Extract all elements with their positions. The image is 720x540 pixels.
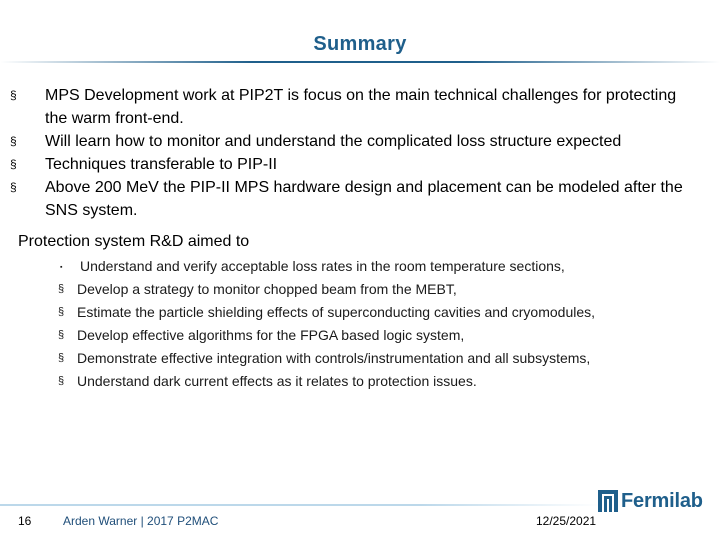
bullet-icon: § — [10, 134, 17, 148]
main-bullet-list — [0, 84, 720, 222]
bullet-icon: § — [10, 157, 17, 171]
title-divider — [0, 61, 720, 63]
fermilab-logo-icon — [598, 490, 618, 512]
list-item — [0, 370, 720, 393]
list-item — [0, 255, 720, 278]
bullet-icon: ▪ — [60, 264, 63, 271]
bullet-icon: § — [10, 88, 17, 102]
list-item — [0, 301, 720, 324]
bullet-icon: § — [58, 283, 65, 295]
bullet-text: Will learn how to monitor and understand the complicated loss structure expected — [45, 133, 622, 150]
lead-text: Protection system R&D aimed to — [18, 233, 250, 250]
bullet-text: Above 200 MeV the PIP-II MPS hardware design and placement can be modeled after the SNS system. — [45, 179, 683, 219]
list-item — [0, 324, 720, 347]
list-item — [0, 278, 720, 301]
list-item — [0, 347, 720, 370]
footer-date: 12/25/2021 — [536, 514, 597, 528]
list-item — [0, 130, 720, 153]
list-item — [0, 176, 720, 222]
bullet-text: Estimate the particle shielding effects of superconducting cavities and cryomodules, — [77, 304, 596, 320]
bullet-text: Understand dark current effects as it relates to protection issues. — [77, 373, 477, 389]
bullet-icon: § — [58, 306, 65, 318]
list-item — [0, 153, 720, 176]
bullet-text: Techniques transferable to PIP-II — [45, 156, 278, 173]
sub-bullet-list — [0, 255, 720, 393]
bullet-text: Develop effective algorithms for the FPGA based logic system, — [77, 327, 465, 343]
bullet-text: MPS Development work at PIP2T is focus on the main technical challenges for protecting the warm front-end. — [45, 87, 677, 127]
footer-divider — [0, 504, 600, 506]
fermilab-logo — [598, 488, 703, 514]
bullet-icon: § — [58, 329, 65, 341]
bullet-icon: § — [58, 375, 65, 387]
bullet-text: Demonstrate effective integration with controls/instrumentation and all subsystems, — [77, 350, 591, 366]
logo-text: Fermilab — [621, 489, 703, 512]
bullet-text: Understand and verify acceptable loss rates in the room temperature sections, — [80, 258, 565, 274]
list-item — [0, 84, 720, 130]
page-number: 16 — [18, 514, 32, 528]
bullet-text: Develop a strategy to monitor chopped beam from the MEBT, — [77, 281, 457, 297]
bullet-icon: § — [10, 180, 17, 194]
footer-author: Arden Warner | 2017 P2MAC — [63, 514, 219, 528]
slide-title: Summary — [313, 33, 407, 55]
bullet-icon: § — [58, 352, 65, 364]
